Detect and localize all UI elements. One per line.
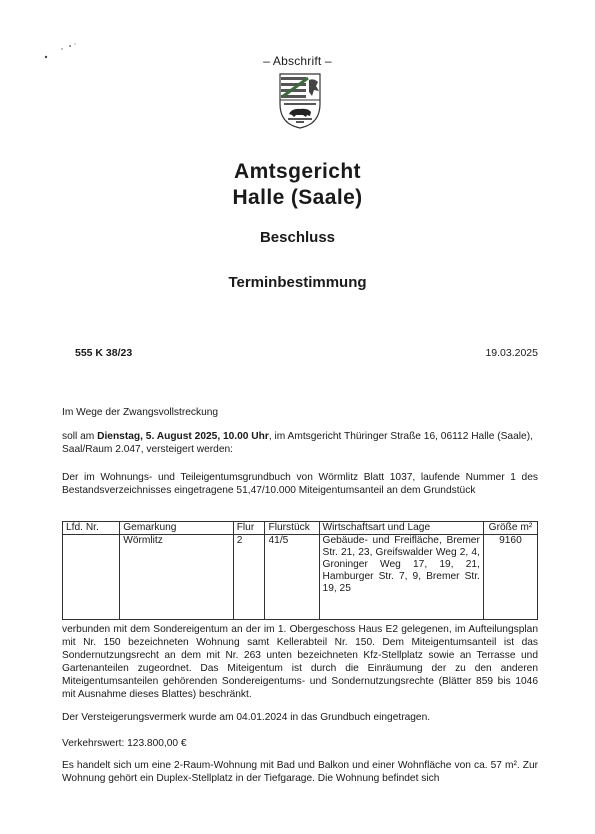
court-name-line2: Halle (Saale) <box>232 186 363 209</box>
table-header-row <box>63 522 538 535</box>
court-name-line1: Amtsgericht <box>234 160 361 183</box>
document-subject: Terminbestimmung <box>228 274 367 291</box>
cell-flurstueck: 41/5 <box>265 535 319 620</box>
auction-note-paragraph: Der Versteigerungsvermerk wurde am 04.01.2024 in das Grundbuch eingetragen. <box>62 712 431 723</box>
header-groesse: Größe m² <box>483 522 537 535</box>
document-date: 19.03.2025 <box>485 347 538 359</box>
header-wirtschaftsart: Wirtschaftsart und Lage <box>319 522 483 535</box>
auction-location: , im Amtsgericht Thüringer Straße 16, 06112 Halle (Saale), Saal/Raum 2.047, versteigert werden: <box>62 431 533 455</box>
copy-mark: – Abschrift – <box>263 54 332 68</box>
table-row <box>63 535 538 620</box>
cell-groesse: 9160 <box>483 535 537 620</box>
cell-lfd-nr <box>63 535 120 620</box>
case-number: 555 K 38/23 <box>75 347 133 359</box>
special-property-paragraph: verbunden mit dem Sondereigentum an der im 1. Obergeschoss Haus E2 gelegenen, im Aufteilungsplan mit Nr. 150 bezeichneten Wohnung samt Kellerabteil Nr. 150. Dem Miteigentumsanteil ist das Sondernutzungsrecht an dem mit Nr. 263 unten bezeichneten Kfz-Stellplatz sowie an Terrasse und Gartenanteilen zugeordnet. Das Miteigentum ist durch die Einräumung der zu den anderen Miteigentumsanteilen gehörenden Sondereigentums- und Sondernutzungsrechte (Blätter 859 bis 1046 mit Ausnahme dieses Blattes) beschränkt. <box>62 624 538 700</box>
land-register-paragraph: Der im Wohnungs- und Teileigentumsgrundbuch von Wörmlitz Blatt 1037, laufende Nummer 1 des Bestandsverzeichnisses eingetragene 51,47/10.000 Miteigentumsanteil an dem Grundstück <box>62 472 538 496</box>
market-value: Verkehrswert: 123.800,00 € <box>62 738 187 749</box>
coat-of-arms-icon <box>278 72 322 130</box>
header-gemarkung: Gemarkung <box>120 522 233 535</box>
cell-flur: 2 <box>233 535 265 620</box>
header-flur: Flur <box>233 522 265 535</box>
auction-date-prefix: soll am <box>62 431 98 442</box>
property-table <box>62 521 538 620</box>
auction-date-paragraph <box>62 430 538 456</box>
auction-date: Dienstag, 5. August 2025, 10.00 Uhr <box>97 431 269 442</box>
document-type: Beschluss <box>259 229 336 246</box>
intro-paragraph: Im Wege der Zwangsvollstreckung <box>62 407 219 418</box>
cell-gemarkung: Wörmlitz <box>120 535 233 620</box>
description-paragraph: Es handelt sich um eine 2-Raum-Wohnung mit Bad und Balkon und einer Wohnfläche von ca. 57 m². Zur Wohnung gehört ein Duplex-Stellplatz in der Tiefgarage. Die Wohnung befindet sich <box>62 760 538 784</box>
header-flurstueck: Flurstück <box>265 522 319 535</box>
cell-wirtschaftsart: Gebäude- und Freifläche, Bremer Str. 21, 23, Greifswalder Weg 2, 4, Groninger Weg 17, 19, 21, Hamburger Str. 7, 9, Bremer Str. 19, 25 <box>319 535 483 620</box>
header-lfd-nr: Lfd. Nr. <box>63 522 120 535</box>
